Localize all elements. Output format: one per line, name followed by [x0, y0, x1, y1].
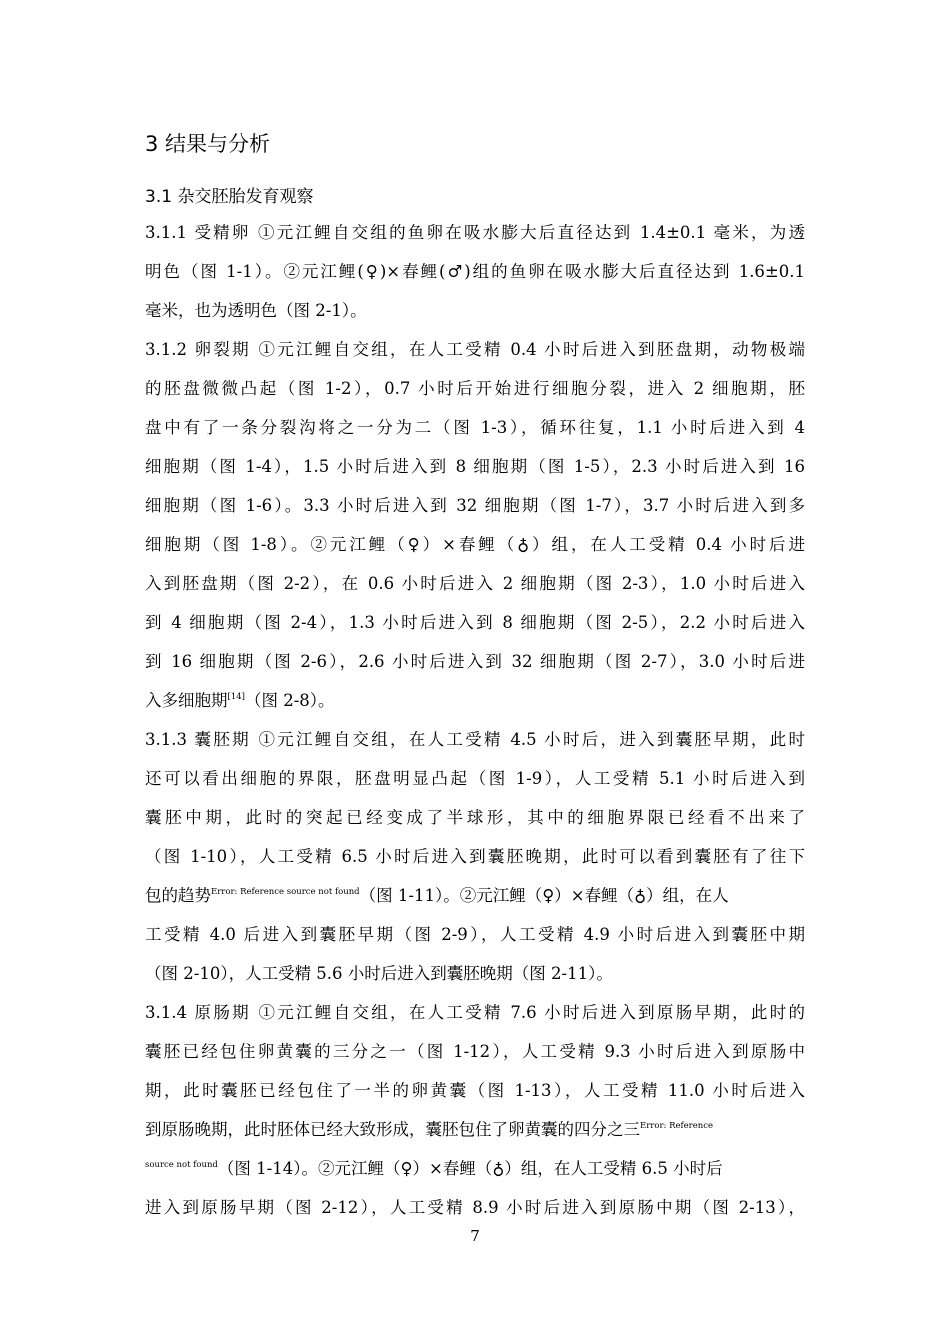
text-line: 3.1.1 受精卵 ①元江鲤自交组的鱼卵在吸水膨大后直径达到 1.4±0.1 毫米，为透	[145, 223, 805, 242]
text-line: 的胚盘微微凸起（图 1-2），0.7 小时后开始进行细胞分裂，进入 2 细胞期，胚	[145, 379, 805, 398]
subsection-heading: 3.1 杂交胚胎发育观察	[145, 187, 314, 207]
text-line: 细胞期（图 1-4），1.5 小时后进入到 8 细胞期（图 1-5），2.3 小时后进入到 16	[145, 457, 805, 476]
text-line: 还可以看出细胞的界限，胚盘明显凸起（图 1-9），人工受精 5.1 小时后进入到	[145, 769, 805, 788]
text-line	[145, 883, 805, 912]
text-line: 盘中有了一条分裂沟将之一分为二（图 1-3），循环往复，1.1 小时后进入到 4	[145, 418, 805, 437]
text-line	[145, 688, 805, 717]
text-fragment: （图 2-8）。	[244, 691, 335, 710]
citation-ref: [14]	[227, 692, 245, 702]
text-line: 入到胚盘期（图 2-2），在 0.6 小时后进入 2 细胞期（图 2-3），1.0 小时后进入	[145, 574, 805, 593]
text-line: 细胞期（图 1-8）。②元江鲤（♀）×春鲤（♁）组，在人工受精 0.4 小时后进	[145, 535, 805, 554]
text-line: 囊胚已经包住卵黄囊的三分之一（图 1-12），人工受精 9.3 小时后进入到原肠中	[145, 1042, 805, 1061]
reference-error: source not found	[145, 1160, 218, 1170]
reference-error: Error: Reference source not found	[211, 887, 360, 897]
text-line: （图 1-10），人工受精 6.5 小时后进入到囊胚晚期，此时可以看到囊胚有了往下	[145, 847, 805, 866]
text-line: 3.1.4 原肠期 ①元江鲤自交组，在人工受精 7.6 小时后进入到原肠早期，此时的	[145, 1003, 805, 1022]
text-line: 工受精 4.0 后进入到囊胚早期（图 2-9），人工受精 4.9 小时后进入到囊胚中期	[145, 925, 805, 944]
text-line: 到 4 细胞期（图 2-4），1.3 小时后进入到 8 细胞期（图 2-5），2.2 小时后进入	[145, 613, 805, 632]
text-fragment: 包的趋势	[145, 886, 211, 905]
reference-error: Error: Reference	[640, 1121, 714, 1131]
text-line: 期，此时囊胚已经包住了一半的卵黄囊（图 1-13），人工受精 11.0 小时后进入	[145, 1081, 805, 1100]
text-line	[145, 1156, 805, 1185]
text-line: 到 16 细胞期（图 2-6），2.6 小时后进入到 32 细胞期（图 2-7），3.0 小时后进	[145, 652, 805, 671]
section-heading: 3 结果与分析	[145, 132, 271, 156]
text-line: 细胞期（图 1-6）。3.3 小时后进入到 32 细胞期（图 1-7），3.7 小时后进入到多	[145, 496, 805, 515]
text-fragment: 到原肠晚期，此时胚体已经大致形成，囊胚包住了卵黄囊的四分之三	[145, 1120, 640, 1139]
text-fragment: 入多细胞期	[145, 691, 228, 710]
text-fragment: （图 1-11）。②元江鲤（♀）×春鲤（♁）组，在人	[359, 886, 729, 905]
text-fragment: （图 1-14）。②元江鲤（♀）×春鲤（♁）组，在人工受精 6.5 小时后	[217, 1159, 723, 1178]
text-line: （图 2-10），人工受精 5.6 小时后进入到囊胚晚期（图 2-11）。	[145, 964, 613, 983]
text-line: 3.1.3 囊胚期 ①元江鲤自交组，在人工受精 4.5 小时后，进入到囊胚早期，此时	[145, 730, 805, 749]
page-number: 7	[470, 1227, 480, 1245]
text-line: 毫米，也为透明色（图 2-1）。	[145, 301, 367, 320]
text-line: 3.1.2 卵裂期 ①元江鲤自交组，在人工受精 0.4 小时后进入到胚盘期，动物极端	[145, 340, 805, 359]
text-line: 囊胚中期，此时的突起已经变成了半球形，其中的细胞界限已经看不出来了	[145, 808, 805, 827]
text-line: 明色（图 1-1）。②元江鲤(♀)×春鲤(♂)组的鱼卵在吸水膨大后直径达到 1.6±0.1	[145, 262, 805, 281]
text-line: 进入到原肠早期（图 2-12），人工受精 8.9 小时后进入到原肠中期（图 2-13），	[145, 1198, 805, 1217]
text-line	[145, 1117, 805, 1146]
